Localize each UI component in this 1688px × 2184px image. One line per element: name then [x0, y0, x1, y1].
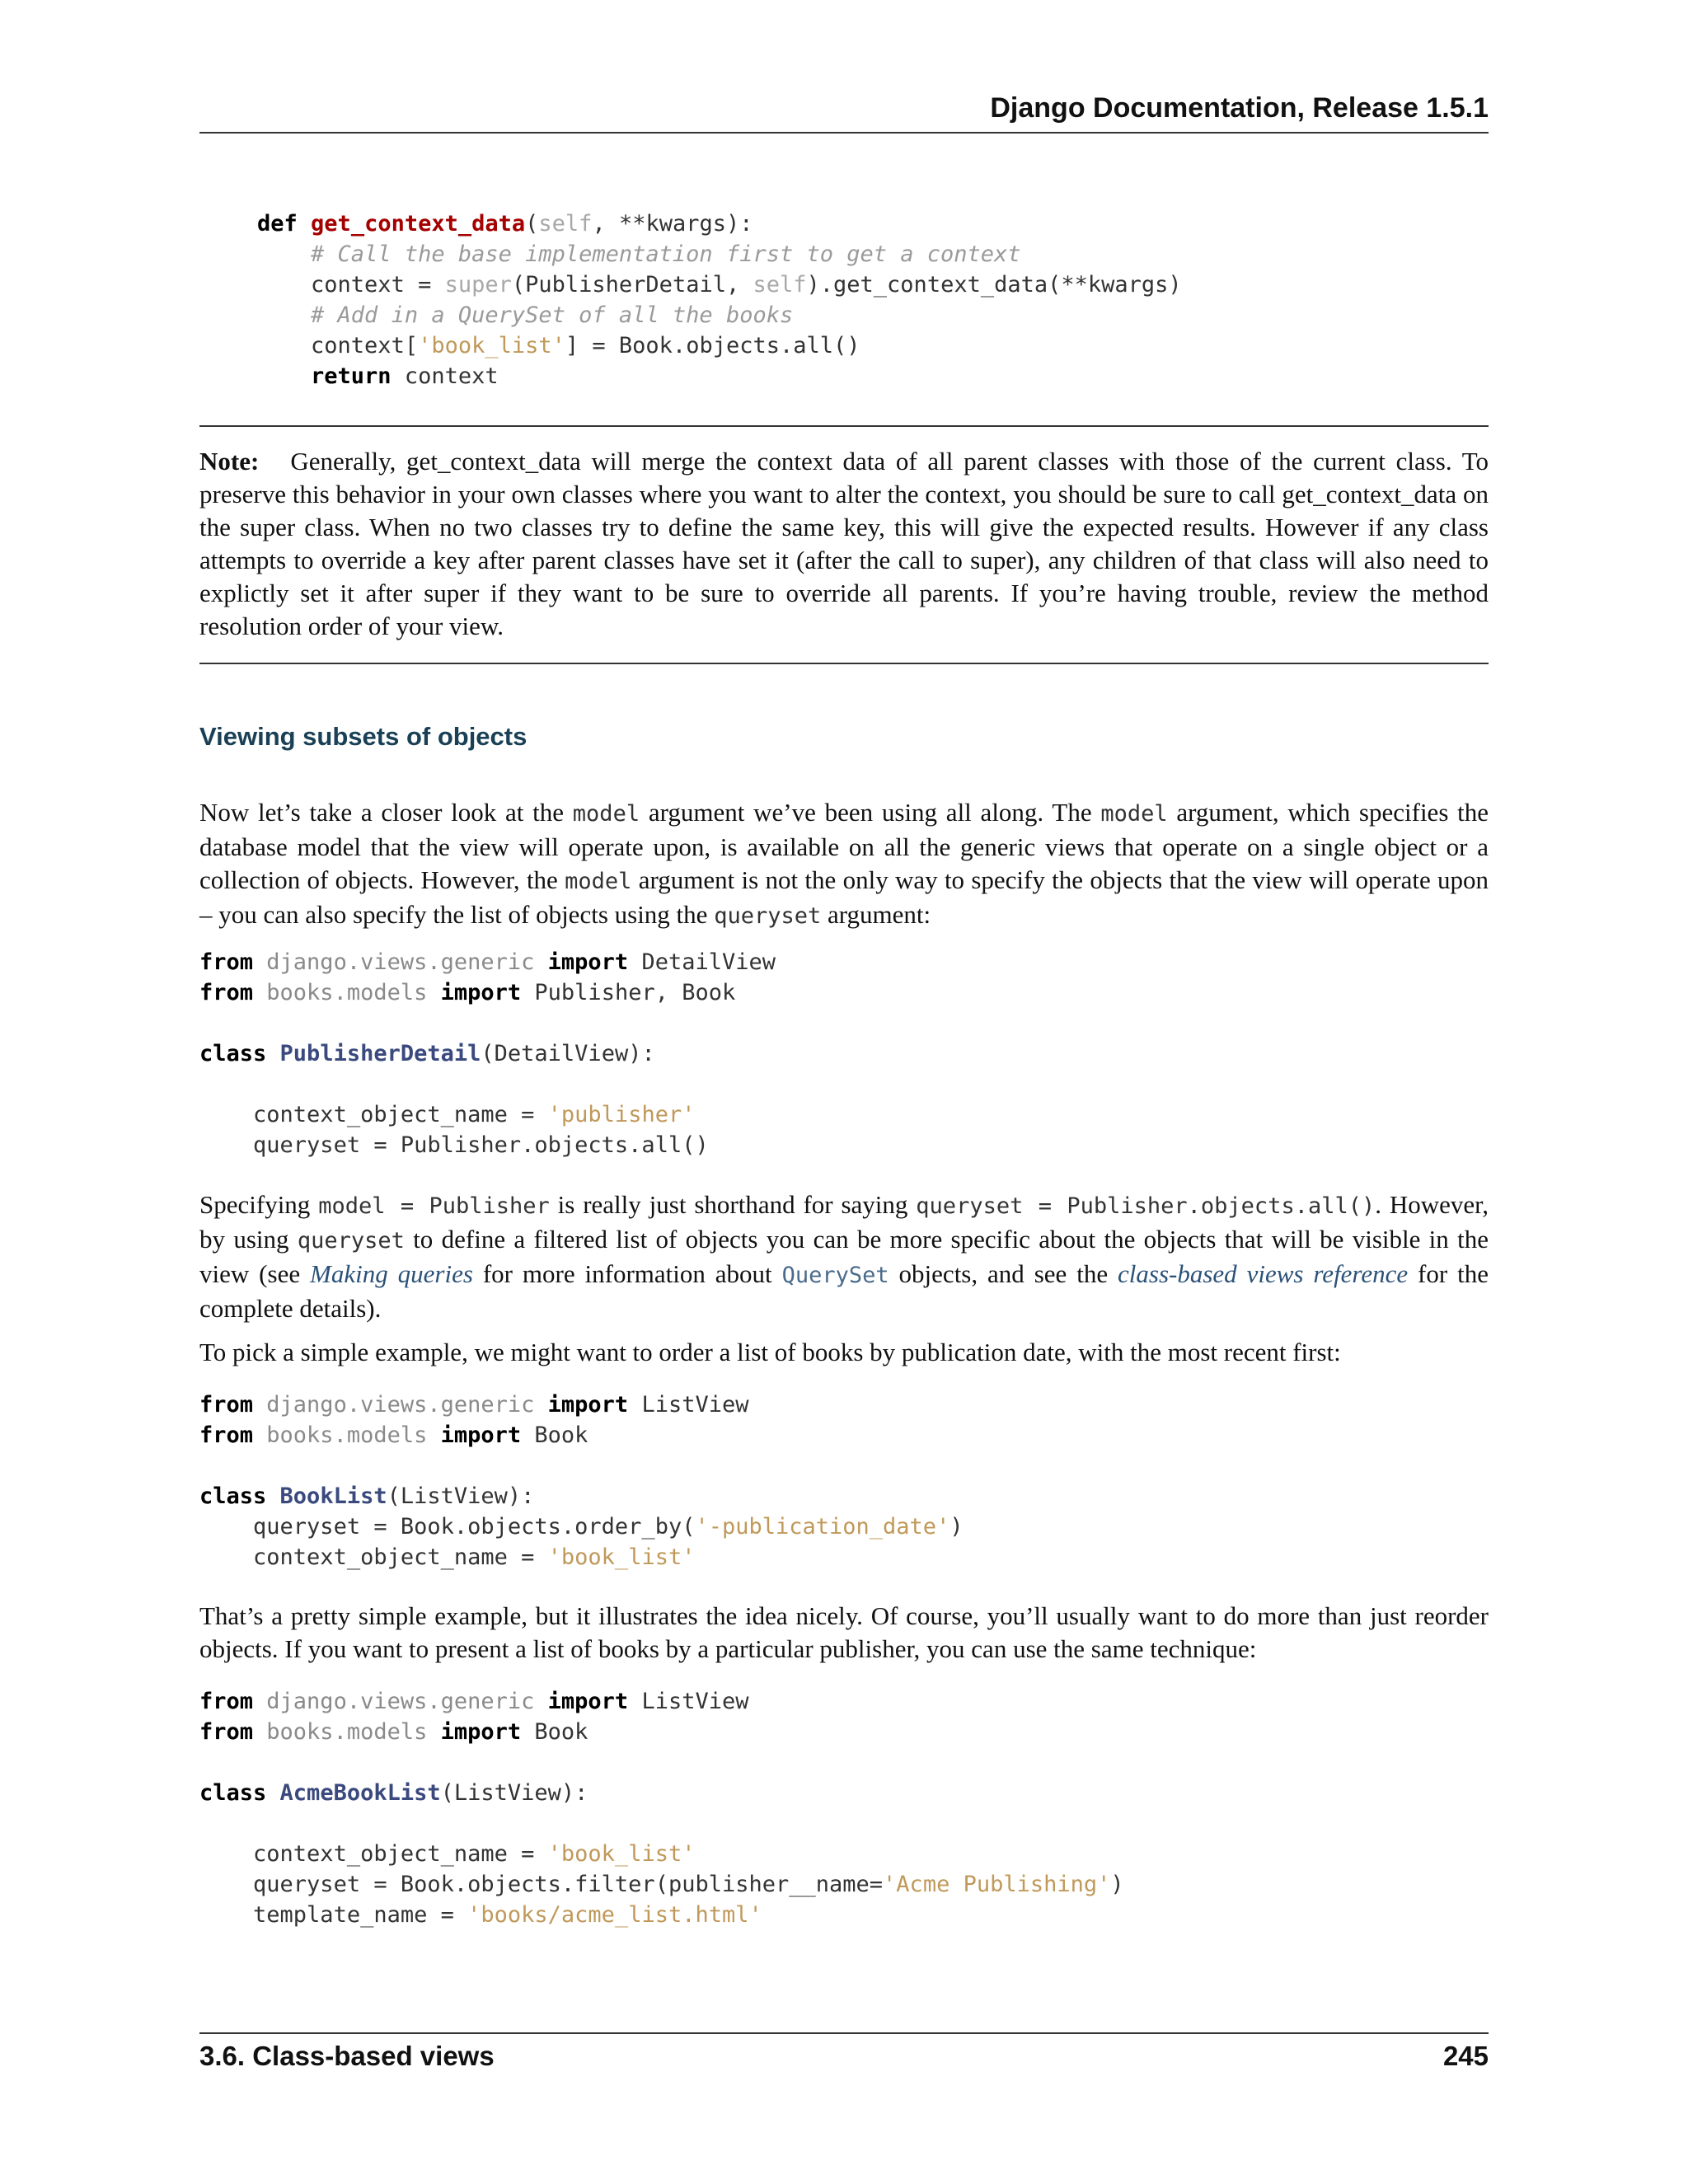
note-label: Note:	[199, 447, 260, 476]
code-string: 'book_list'	[547, 1544, 696, 1570]
text-run: is really just shorthand for saying	[549, 1190, 917, 1219]
inline-code: queryset	[714, 903, 822, 929]
code-text: ListView	[628, 1689, 749, 1714]
code-text: Book	[521, 1719, 588, 1745]
code-class-name: PublisherDetail	[279, 1041, 481, 1066]
text-run: Now let’s take a closer look at the	[199, 798, 573, 827]
code-comment: # Add in a QuerySet of all the books	[311, 302, 794, 328]
code-keyword: from	[199, 949, 254, 975]
paragraph-queryset-shorthand	[199, 1188, 1489, 1325]
code-keyword: from	[199, 1689, 254, 1714]
code-keyword: from	[199, 1392, 254, 1418]
code-text: Publisher, Book	[521, 980, 736, 1005]
code-text: (	[525, 211, 539, 237]
code-keyword: import	[440, 1719, 522, 1745]
inline-code: model	[565, 869, 632, 894]
code-builtin: self	[538, 211, 593, 237]
code-text: (ListView):	[440, 1780, 588, 1806]
code-module: django.views.generic	[253, 1689, 548, 1714]
document-page	[199, 0, 1489, 2184]
code-string: '-publication_date'	[695, 1514, 950, 1540]
code-keyword: class	[199, 1483, 267, 1509]
code-string: 'Acme Publishing'	[883, 1872, 1111, 1897]
code-text: queryset = Book.objects.order_by(	[253, 1514, 696, 1540]
code-keyword: import	[547, 1689, 629, 1714]
code-text: )	[950, 1514, 964, 1540]
inline-code: model	[572, 801, 640, 827]
code-keyword: import	[440, 980, 522, 1005]
code-keyword: import	[547, 1392, 629, 1418]
page-number: 245	[1442, 2041, 1489, 2071]
note-paragraph	[199, 445, 1489, 643]
text-run: argument is not the only way to specify the objects that the view will operate upon – you can also specify the list of objects using the	[199, 865, 1489, 929]
code-text: (PublisherDetail,	[511, 272, 753, 298]
code-text: )	[1110, 1872, 1124, 1897]
code-text: template_name =	[253, 1902, 468, 1928]
code-keyword: class	[199, 1041, 267, 1066]
code-text: queryset = Publisher.objects.all()	[253, 1132, 709, 1158]
code-text: Book	[521, 1422, 588, 1448]
code-text: context =	[311, 272, 445, 298]
code-module: books.models	[253, 1422, 441, 1448]
text-run: for the complete details).	[199, 1259, 1489, 1323]
note-text: Generally, get_context_data will merge the context data of all parent classes with those of the current class. To preserve this behavior in your own classes where you want to alter the context, you should be sure to call get_context_data on the super class. When no two classes try to define the same key, this will give the expected results. However if any class attempts to override a key after parent classes have set it (after the call to super), any children of that class will also need to explictly set it after super if they want to be sure to override all parents. If you’re having trouble, review the method resolution order of your view.	[199, 447, 1489, 640]
code-block-acme-book-list	[199, 1686, 1124, 1930]
link-class-based-views-reference[interactable]: class-based views reference	[1118, 1259, 1409, 1288]
text-run: argument:	[821, 900, 931, 929]
code-string: 'book_list'	[547, 1841, 696, 1867]
inline-code: model = Publisher	[318, 1193, 550, 1219]
code-keyword: def	[257, 211, 298, 237]
paragraph-reorder-objects: That’s a pretty simple example, but it illustrates the idea nicely. Of course, you’ll usually want to do more than just reorder objects. If you want to present a list of books by a particular publisher, you can use the same technique:	[199, 1601, 1489, 1663]
text-run: . However, by using	[199, 1190, 1489, 1254]
code-text: context[	[311, 333, 419, 359]
code-text: ).get_context_data(**kwargs)	[806, 272, 1182, 298]
code-text: context_object_name =	[253, 1841, 548, 1867]
code-keyword: import	[547, 949, 629, 975]
text-run: to define a filtered list of objects you can be more specific about the objects that will be visible in the view (see	[199, 1225, 1489, 1288]
inline-code: model	[1100, 801, 1168, 827]
paragraph-model-argument	[199, 796, 1489, 933]
text-run: Specifying	[199, 1190, 319, 1219]
code-block-book-list	[199, 1390, 964, 1572]
text-run: for more information about	[472, 1259, 782, 1288]
code-builtin: self	[753, 272, 807, 298]
code-class-name: BookList	[279, 1483, 387, 1509]
code-text: (DetailView):	[481, 1041, 655, 1066]
code-text: ListView	[628, 1392, 749, 1418]
code-module: django.views.generic	[253, 949, 548, 975]
code-block-publisher-detail	[199, 947, 776, 1160]
code-keyword: from	[199, 1422, 254, 1448]
code-text: (ListView):	[387, 1483, 535, 1509]
paragraph-simple-example: To pick a simple example, we might want to order a list of books by publication date, with the most recent first:	[199, 1338, 1341, 1366]
note-admonition	[199, 425, 1489, 664]
section-heading: Viewing subsets of objects	[199, 722, 528, 751]
code-keyword: return	[311, 363, 392, 389]
code-text: DetailView	[628, 949, 776, 975]
running-header	[199, 92, 1489, 134]
code-text: , **kwargs):	[592, 211, 753, 237]
footer-rule	[199, 2032, 1489, 2034]
code-string: 'books/acme_list.html'	[467, 1902, 762, 1928]
inline-code: queryset = Publisher.objects.all()	[916, 1193, 1376, 1219]
code-module: books.models	[253, 980, 441, 1005]
link-making-queries[interactable]: Making queries	[310, 1259, 473, 1288]
code-keyword: class	[199, 1780, 267, 1806]
code-class-name: AcmeBookList	[279, 1780, 441, 1806]
text-run: argument we’ve been using all along. The	[640, 798, 1101, 827]
code-text: context_object_name =	[253, 1544, 548, 1570]
link-queryset[interactable]: QuerySet	[781, 1263, 889, 1288]
code-text: context_object_name =	[253, 1102, 548, 1127]
code-block-get-context-data	[257, 209, 1182, 391]
code-keyword: from	[199, 980, 254, 1005]
code-module: django.views.generic	[253, 1392, 548, 1418]
code-text: context	[391, 363, 499, 389]
code-text: ] = Book.objects.all()	[565, 333, 860, 359]
text-run: argument, which specifies the database model that the view will operate upon, is available on all the generic views that operate on a single object or a collection of objects. However, the	[199, 798, 1489, 894]
code-text: queryset = Book.objects.filter(publisher__name=	[253, 1872, 884, 1897]
code-function-name: get_context_data	[311, 211, 526, 237]
inline-code: queryset	[297, 1228, 405, 1254]
footer-section-title: 3.6. Class-based views	[199, 2041, 495, 2071]
code-builtin: super	[444, 272, 512, 298]
code-string: 'publisher'	[547, 1102, 696, 1127]
code-keyword: import	[440, 1422, 522, 1448]
code-module: books.models	[253, 1719, 441, 1745]
code-keyword: from	[199, 1719, 254, 1745]
code-comment: # Call the base implementation first to get a context	[311, 241, 1021, 267]
text-run: objects, and see the	[889, 1259, 1118, 1288]
code-string: 'book_list'	[418, 333, 565, 359]
header-title: Django Documentation, Release 1.5.1	[990, 92, 1489, 124]
